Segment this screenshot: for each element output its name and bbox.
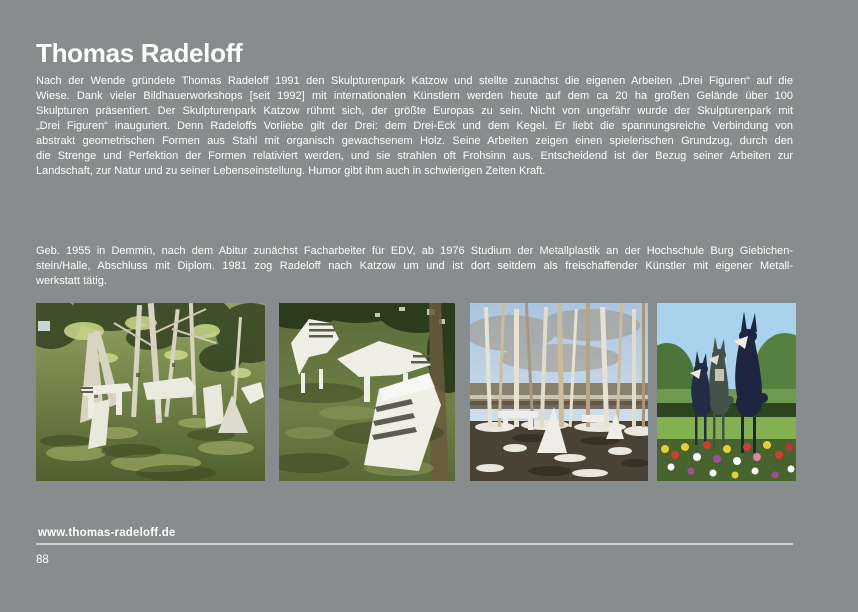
page-title: Thomas Radeloff	[36, 38, 243, 68]
bio-line: Geb. 1955 in Demmin, nach dem Abitur zunächst Facharbeiter für EDV, ab 1976 Studium der Metallplastik an der Hochschule Burg Giebichen-	[36, 245, 793, 257]
footer-rule	[36, 543, 793, 545]
photo-animal-figures-image	[657, 303, 796, 481]
bio-line: werkstatt tätig.	[36, 275, 107, 287]
intro-line: Skulpturen präsentiert. Der Skulpturenpark Katzow rühmt sich, der größte Europas zu sein. Nicht von ungefähr wurde der Skulpturenpark mit	[36, 105, 793, 117]
intro-line: abstrakt geometrischen Formen aus Stahl mit organisch gewachsenem Holz. Seine Arbeiten zeigen einen spielerischen Grundzug, durch den	[36, 135, 793, 147]
intro-line: Landschaft, zur Natur und zu seiner Lebenseinstellung. Humor gibt ihm auch in schwierigen Zeiten Kraft.	[36, 165, 546, 177]
bio-line: stein/Halle, Abschluss mit Diplom. 1981 zog Radeloff nach Katzow um und ist dort seitdem als freischaffender Künstler mit eigener Metall-	[36, 260, 793, 272]
photo-slope-sculptures	[279, 303, 455, 481]
intro-paragraph	[36, 74, 793, 179]
page-number: 88	[36, 554, 49, 566]
photo-summer-sculptures	[36, 303, 265, 481]
photo-summer-sculptures-image	[36, 303, 265, 481]
intro-line: Nach der Wende gründete Thomas Radeloff 1991 den Skulpturenpark Katzow und stellte zunächst die eigenen Arbeiten „Drei Figuren“ auf die	[36, 75, 793, 87]
intro-line: die Strenge und Perfektion der Formen relativiert werden, und sie strahlen oft Frohsinn aus. Entscheidend ist der Bezug seiner Arbeiten zur	[36, 150, 793, 162]
intro-line: Wiese. Dank vieler Bildhauerworkshops [seit 1992] mit internationalen Künstlern werden heute auf dem ca 20 ha großen Gelände über 100	[36, 90, 793, 102]
intro-line: „Drei Figuren“ inauguriert. Denn Radeloffs Vorliebe gilt der Drei: dem Drei-Eck und dem Kegel. Er liebt die spannungsreiche Verbindung von	[36, 120, 793, 132]
website-url: www.thomas-radeloff.de	[38, 527, 176, 539]
photo-winter-sculptures-image	[470, 303, 648, 481]
bio-paragraph	[36, 244, 793, 289]
photo-winter-sculptures	[470, 303, 648, 481]
photo-slope-sculptures-image	[279, 303, 455, 481]
photo-animal-figures	[657, 303, 796, 481]
